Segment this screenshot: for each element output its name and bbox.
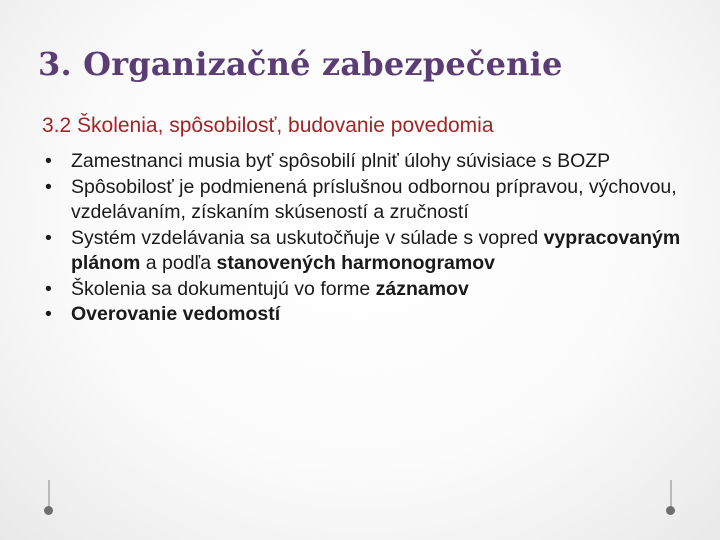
bullet-text: Zamestnanci musia byť spôsobilí plniť úlohy súvisiace s BOZP: [71, 150, 611, 172]
left-corner-dot: [44, 506, 53, 515]
bullet-item: [45, 226, 685, 277]
bullet-text-bold: vypracovaným plánom: [71, 226, 681, 274]
bullet-text-bold: záznamov: [375, 277, 469, 300]
bullet-text: a podľa: [140, 252, 217, 274]
right-corner-dot: [666, 506, 675, 515]
bullet-marker: •: [45, 277, 52, 300]
slide-subtitle: 3.2 Školenia, spôsobilosť, budovanie povedomia: [42, 114, 494, 137]
bullet-item: [45, 175, 685, 226]
bullet-item: [45, 302, 685, 328]
bullet-marker: •: [45, 226, 52, 249]
slide-title: 3. Organizačné zabezpečenie: [38, 45, 563, 83]
bullet-marker: •: [45, 303, 52, 325]
bullet-marker: •: [45, 150, 52, 172]
bullet-marker: •: [45, 175, 52, 198]
bullet-text-bold: stanovených harmonogramov: [216, 252, 495, 274]
bullet-item: [45, 149, 685, 175]
bullet-text: Školenia sa dokumentujú vo forme: [71, 277, 376, 300]
bullet-text: Spôsobilosť je podmienená príslušnou odbornou prípravou, výchovou, vzdelávaním, získaním skúseností a zručností: [71, 175, 677, 223]
bullet-text-bold: Overovanie vedomostí: [71, 303, 281, 325]
bullet-list: [45, 149, 685, 328]
bullet-text: Systém vzdelávania sa uskutočňuje v súlade s vopred: [71, 226, 544, 249]
bullet-item: [45, 277, 685, 303]
